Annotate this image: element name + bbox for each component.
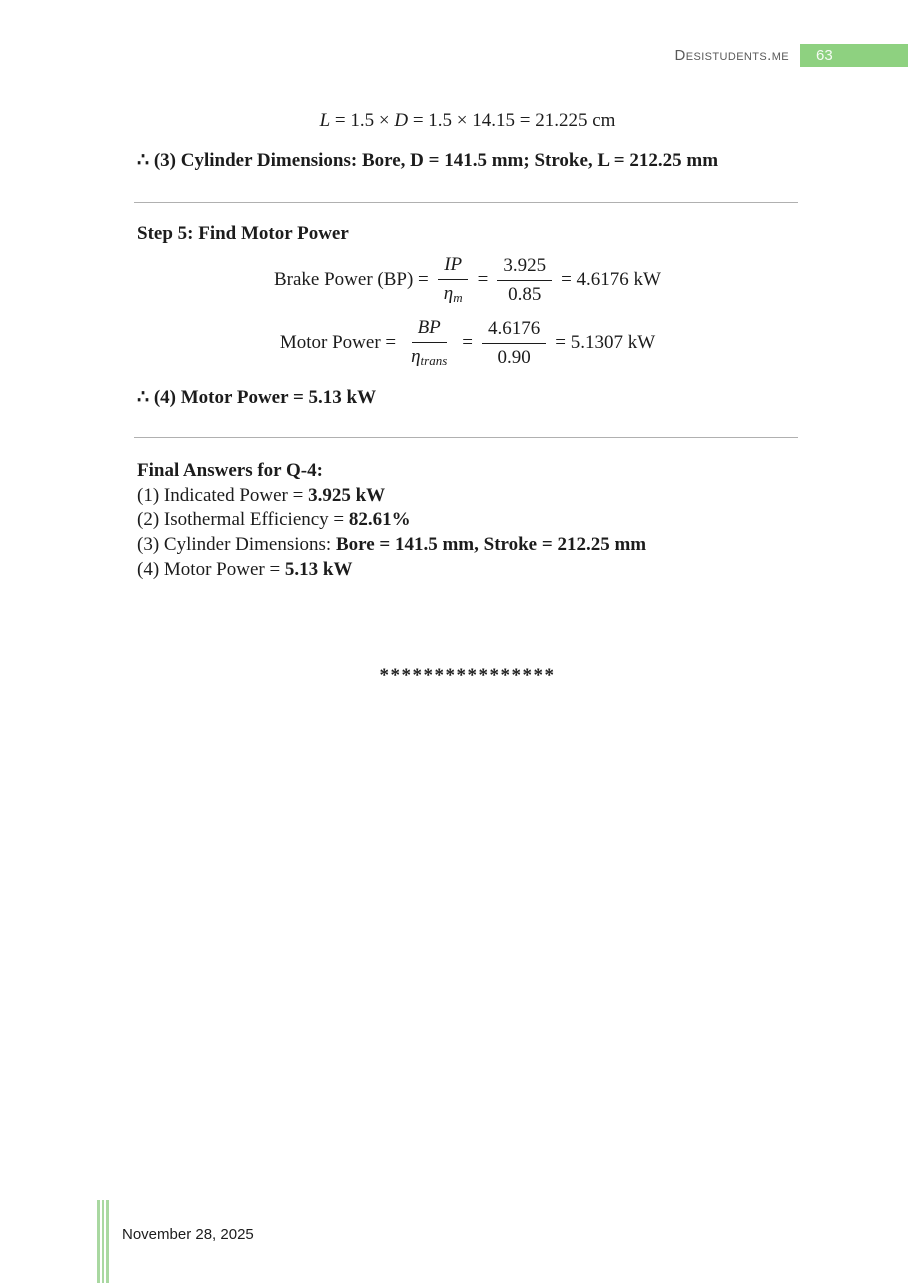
fraction-denominator xyxy=(438,280,469,306)
footer-bar xyxy=(106,1200,109,1283)
final-answer-item-2 xyxy=(137,508,798,533)
math-var-L: L xyxy=(319,110,331,131)
motor-power-lhs: Motor Power = xyxy=(279,332,397,353)
equation-stroke-mid: = 1.5 × xyxy=(330,110,395,131)
final-answer-value: 3.925 kW xyxy=(308,484,386,506)
fraction-numerator: IP xyxy=(438,254,468,280)
equation-brake-power xyxy=(137,254,798,306)
brake-power-result: = 4.6176 kW xyxy=(561,269,661,290)
final-answer-item-3 xyxy=(137,533,798,558)
final-answer-prefix: (2) Isothermal Efficiency = xyxy=(137,509,349,531)
conclusion-cylinder-dimensions: ∴ (3) Cylinder Dimensions: Bore, D = 141.5 mm; Stroke, L = 212.25 mm xyxy=(137,150,719,171)
final-answer-prefix: (1) Indicated Power = xyxy=(137,484,309,506)
final-answer-value: 82.61% xyxy=(348,509,411,531)
eta-subscript: trans xyxy=(420,353,448,368)
footer-bar xyxy=(97,1200,100,1283)
fraction-3925-over-085 xyxy=(497,255,552,306)
equation-stroke xyxy=(137,110,798,132)
final-answer-item-4 xyxy=(137,558,798,583)
footer-bar xyxy=(102,1200,105,1283)
final-answers-section xyxy=(137,459,798,583)
brake-power-lhs: Brake Power (BP) = xyxy=(274,269,429,290)
step5-heading: Step 5: Find Motor Power xyxy=(137,223,349,244)
equals-sign: = xyxy=(462,332,473,353)
final-answer-prefix: (3) Cylinder Dimensions: xyxy=(137,534,336,556)
horizontal-rule-1 xyxy=(134,202,798,203)
fraction-46176-over-090 xyxy=(482,318,546,369)
page-header xyxy=(0,44,908,67)
equation-stroke-rest: = 1.5 × 14.15 = 21.225 cm xyxy=(408,110,616,131)
eta-subscript: m xyxy=(453,290,463,305)
math-var-D: D xyxy=(394,110,409,131)
eta-symbol: η xyxy=(411,346,421,367)
eta-symbol: η xyxy=(443,283,454,304)
fraction-denominator: 0.85 xyxy=(508,283,542,305)
conclusion-motor-power: ∴ (4) Motor Power = 5.13 kW xyxy=(137,387,377,408)
final-answers-heading: Final Answers for Q-4: xyxy=(137,460,323,481)
final-answer-value: Bore = 141.5 mm, Stroke = 212.25 mm xyxy=(335,534,647,556)
fraction-denominator xyxy=(405,343,453,369)
equals-sign: = xyxy=(477,269,489,290)
fraction-denominator: 0.90 xyxy=(497,346,531,368)
footer-date: November 28, 2025 xyxy=(122,1226,254,1243)
motor-power-result: = 5.1307 kW xyxy=(555,332,656,353)
final-answer-value: 5.13 kW xyxy=(284,558,353,580)
fraction-numerator: 4.6176 xyxy=(482,318,546,344)
asterisk-separator: **************** xyxy=(379,665,556,686)
footer-accent-bars xyxy=(97,1200,109,1283)
fraction-ip-over-eta-m xyxy=(438,254,469,306)
fraction-numerator: BP xyxy=(412,317,447,343)
final-answer-item-1 xyxy=(137,484,798,509)
site-name: Desistudents.me xyxy=(674,47,789,64)
fraction-bp-over-eta-trans xyxy=(405,317,453,369)
equation-motor-power xyxy=(137,317,798,369)
horizontal-rule-2 xyxy=(134,437,798,438)
page-number-badge: 63 xyxy=(800,44,908,67)
fraction-numerator: 3.925 xyxy=(497,255,552,281)
final-answer-prefix: (4) Motor Power = xyxy=(137,558,285,580)
